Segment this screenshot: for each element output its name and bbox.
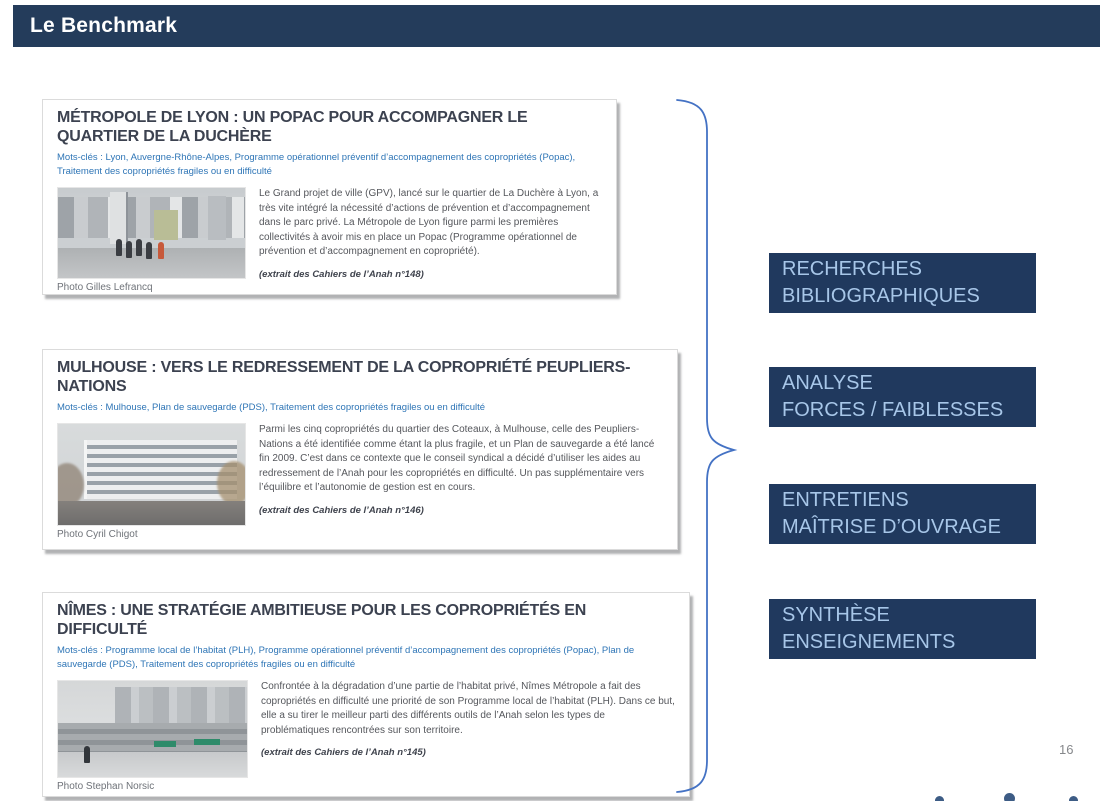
article-card-nimes (42, 592, 690, 797)
photo-person (136, 239, 142, 256)
page-title: Le Benchmark (30, 14, 178, 37)
step-box-recherches (769, 253, 1036, 313)
logo-fragment-dot (1004, 793, 1015, 801)
article-title: NÎMES : UNE STRATÉGIE AMBITIEUSE POUR LES COPROPRIÉTÉS EN DIFFICULTÉ (57, 602, 587, 638)
photo-tower (110, 192, 128, 244)
step-box-analyse (769, 367, 1036, 427)
photo-building (154, 210, 178, 240)
nimes-street-photo (57, 680, 248, 778)
photo-person (84, 746, 90, 763)
article-card-mulhouse (42, 349, 678, 550)
lyon-street-photo (57, 187, 246, 279)
page-number: 16 (1059, 742, 1074, 757)
article-source: (extrait des Cahiers de l’Anah n°148) (259, 268, 424, 280)
article-card-lyon (42, 99, 617, 295)
article-title: MULHOUSE : VERS LE REDRESSEMENT DE LA COPROPRIÉTÉ PEUPLIERS-NATIONS (57, 359, 631, 395)
step-label-line2: ENSEIGNEMENTS (782, 631, 956, 653)
photo-ground (58, 501, 245, 525)
photo-person-red-coat (158, 242, 164, 259)
step-label-line1: ANALYSE (782, 372, 873, 394)
step-box-synthese (769, 599, 1036, 659)
photo-tree (217, 461, 246, 505)
photo-shop-sign (194, 739, 220, 745)
photo-person (126, 241, 132, 258)
photo-caption: Photo Stephan Norsic (57, 781, 155, 793)
article-body: Confrontée à la dégradation d’une partie de l’habitat privé, Nîmes Métropole a fait des copropriétés en difficulté une priorité de son Programme local de l’habitat (PLH). Dans ce but, elle a su tirer le meilleur parti des différents outils de l’Anah selon les types de problématiques rencontrées sur son territoire. (261, 681, 675, 736)
article-keywords: Mots-clés : Programme local de l’habitat (PLH), Programme opérationnel préventif d’accompagnement des copropriétés (Popac), Plan de sauvegarde (PDS), Traitement des copropriétés fragiles ou en difficulté (57, 644, 635, 670)
photo-apartment-slab (84, 440, 237, 499)
step-label-line1: ENTRETIENS (782, 489, 909, 511)
article-source: (extrait des Cahiers de l’Anah n°145) (261, 747, 426, 759)
logo-fragment-dot (935, 796, 944, 801)
step-label-line1: RECHERCHES (782, 258, 923, 280)
article-keywords: Mots-clés : Mulhouse, Plan de sauvegarde (PDS), Traitement des copropriétés fragiles ou en difficulté (57, 401, 486, 413)
photo-person (146, 242, 152, 259)
article-title: MÉTROPOLE DE LYON : UN POPAC POUR ACCOMPAGNER LE QUARTIER DE LA DUCHÈRE (57, 109, 528, 145)
article-body: Parmi les cinq copropriétés du quartier des Coteaux, à Mulhouse, celle des Peupliers-Nations a été identifiée comme étant la plus fragile, et un Plan de sauvegarde a été lancé fin 2009. C’est dans ce contexte que le conseil syndical a décidé d’utiliser les aides au redressement de l’Anah pour les copropriétés en difficulté. Un pas supplémentaire vers l’équilibre et l’autonomie de gestion est en cours. (259, 424, 655, 493)
article-source: (extrait des Cahiers de l’Anah n°146) (259, 504, 424, 516)
photo-person (116, 239, 122, 256)
photo-shop-sign (154, 741, 176, 747)
photo-tower (208, 196, 226, 240)
step-label-line2: MAÎTRISE D’OUVRAGE (782, 516, 1001, 538)
mulhouse-building-photo (57, 423, 246, 526)
article-keywords: Mots-clés : Lyon, Auvergne-Rhône-Alpes, Programme opérationnel préventif d’accompagnement des copropriétés (Popac), Traitement des copropriétés fragiles ou en difficulté (57, 151, 576, 177)
step-box-entretiens (769, 484, 1036, 544)
step-label-line1: SYNTHÈSE (782, 604, 890, 626)
step-label-line2: FORCES / FAIBLESSES (782, 399, 1004, 421)
article-body: Le Grand projet de ville (GPV), lancé sur le quartier de La Duchère à Lyon, a très vite intégré la nécessité d’actions de prévention et d’accompagnement dans le parc privé. La Métropole de Lyon figure parmi les premières collectivités à avoir mis en place un Popac (Programme opérationnel de prévention et d’accompagnement en copropriété). (259, 188, 599, 258)
photo-caption: Photo Cyril Chigot (57, 529, 138, 540)
slide-title-bar (13, 5, 1100, 47)
logo-fragment-dot (1069, 796, 1078, 801)
step-label-line2: BIBLIOGRAPHIQUES (782, 285, 980, 307)
photo-caption: Photo Gilles Lefrancq (57, 282, 153, 294)
